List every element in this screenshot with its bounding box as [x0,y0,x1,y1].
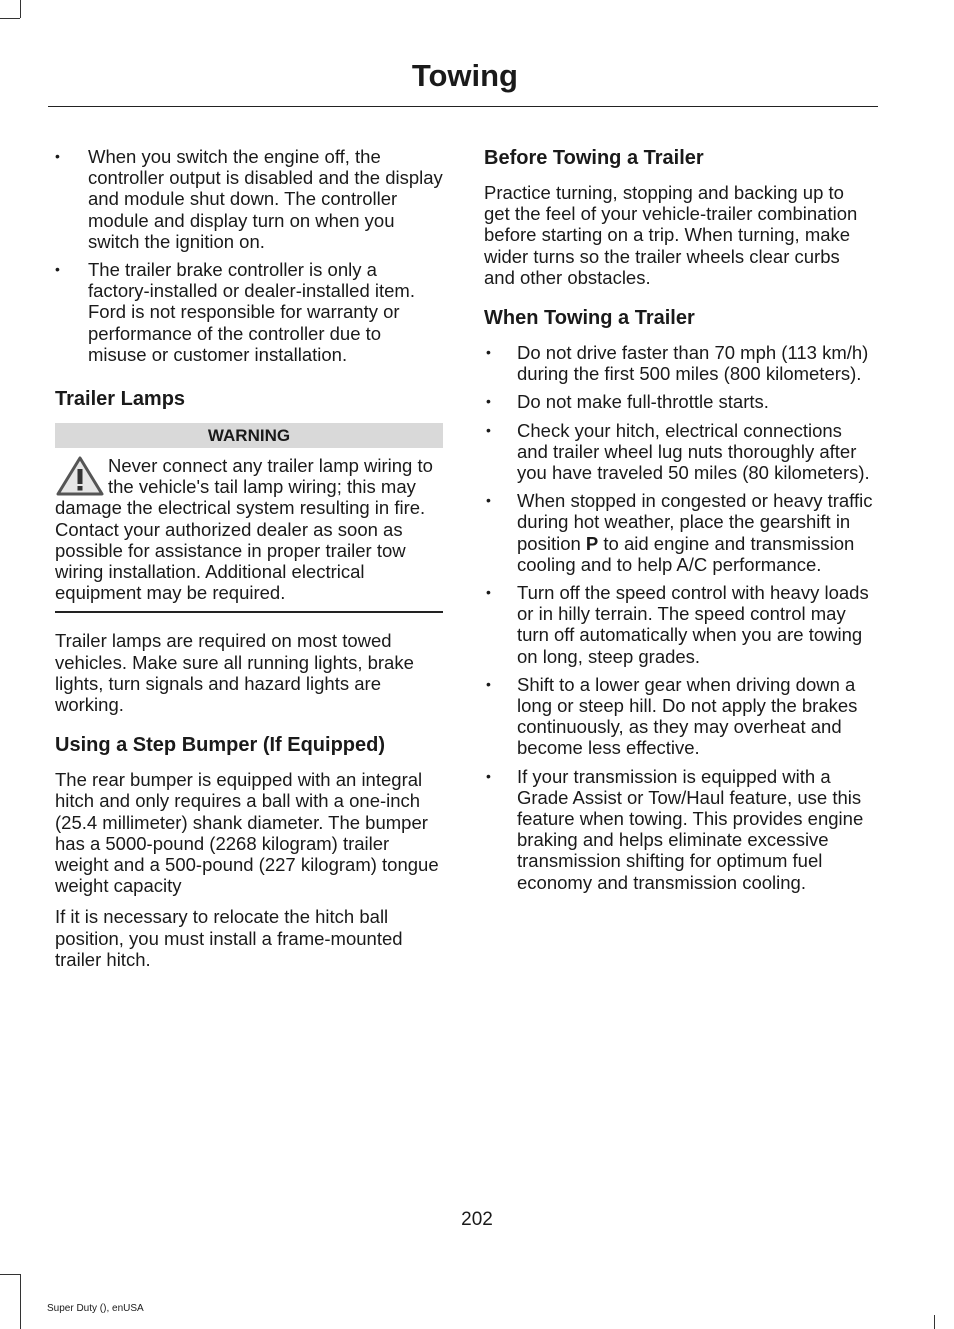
list-item: • If your transmission is equipped with a Grade Assist or Tow/Haul feature, use this feature when towing. This provides engine braking and helps eliminate excessive transmission shifting for optimum fuel economy and transmission cooling. [486,765,864,893]
hitch-paragraph: If it is necessary to relocate the hitch ball position, you must install a frame-mounted trailer hitch. [55,906,403,970]
list-item: • Do not drive faster than 70 mph (113 km/h) during the first 500 miles (800 kilometers). [486,342,869,385]
bullet-dot: • [55,148,60,164]
bullet-dot: • [486,767,491,784]
list-item: • When stopped in congested or heavy traffic during hot weather, place the gearshift in position P to aid engine and transmission cooling and to help A/C performance. [486,490,873,575]
bullet-dot: • [486,344,491,361]
list-item: • Do not make full-throttle starts. [486,391,769,413]
bullet-dot: • [486,492,491,509]
trailer-lamps-paragraph: Trailer lamps are required on most towed vehicles. Make sure all running lights, brake lights, turn signals and hazard lights are working. [55,630,414,716]
bullet-dot: • [55,261,60,278]
warning-box [55,455,443,603]
crop-mark [934,1315,935,1329]
bullet-dot: • [486,393,491,410]
warning-text: Never connect any trailer lamp wiring to the vehicle's tail lamp wiring; this may damage the electrical system resulting in fire. Contact your authorized dealer as soon as possible for assistance in proper trailer tow wiring installation. Additional electrical equipment may be required. [55,455,433,604]
bumper-paragraph: The rear bumper is equipped with an integral hitch and only requires a ball with a one-inch (25.4 millimeter) shank diameter. The bumper has a 5000-pound (2268 kilogram) trailer weight and a 500-pound (227 kilogram) tongue weight capacity [55,769,439,897]
bullet-dot: • [486,675,491,692]
list-item: • Check your hitch, electrical connections and trailer wheel lug nuts thoroughly after you have traveled 50 miles (80 kilometers). [486,419,870,484]
crop-mark [0,1274,20,1275]
list-item: • The trailer brake controller is only a factory-installed or dealer-installed item. Ford is not responsible for warranty or performance of the controller due to misuse or customer installation. [55,259,415,365]
crop-mark [20,1274,21,1329]
section-heading-before-towing: Before Towing a Trailer [484,147,704,169]
bullet-dot: • [486,584,491,601]
title-divider [48,106,878,107]
page-title: Towing [411,58,518,93]
section-heading-step-bumper: Using a Step Bumper (If Equipped) [55,734,386,757]
warning-triangle-icon [55,455,105,497]
gear-position-p: P [585,532,599,554]
left-column [55,146,443,980]
bullet-dot: • [486,421,491,438]
warning-divider [55,611,443,613]
controller-bullet-list [55,146,443,365]
section-heading-when-towing: When Towing a Trailer [484,307,695,330]
list-item: • Shift to a lower gear when driving down a long or steep hill. Do not apply the brakes continuously, as they may overheat and become less effective. [486,673,858,759]
footer-text: Super Duty (), enUSA [47,1303,144,1314]
list-item: • Turn off the speed control with heavy loads or in hilly terrain. The speed control may turn off automatically when you are towing on long, steep grades. [486,582,869,667]
towing-bullet-list [484,342,874,893]
section-heading-trailer-lamps: Trailer Lamps [55,388,186,411]
list-item: • When you switch the engine off, the controller output is disabled and the display and module shut down. The controller module and display turn on when you switch the ignition on. [55,146,443,252]
crop-mark [0,18,20,19]
warning-label: WARNING [55,423,443,448]
page-number: 202 [461,1209,493,1230]
crop-mark [20,0,21,18]
right-column [484,146,874,900]
before-towing-paragraph: Practice turning, stopping and backing up to get the feel of your vehicle-trailer combination before starting on a trip. When turning, make wider turns so the trailer wheels clear curbs and other obstacles. [484,182,858,288]
